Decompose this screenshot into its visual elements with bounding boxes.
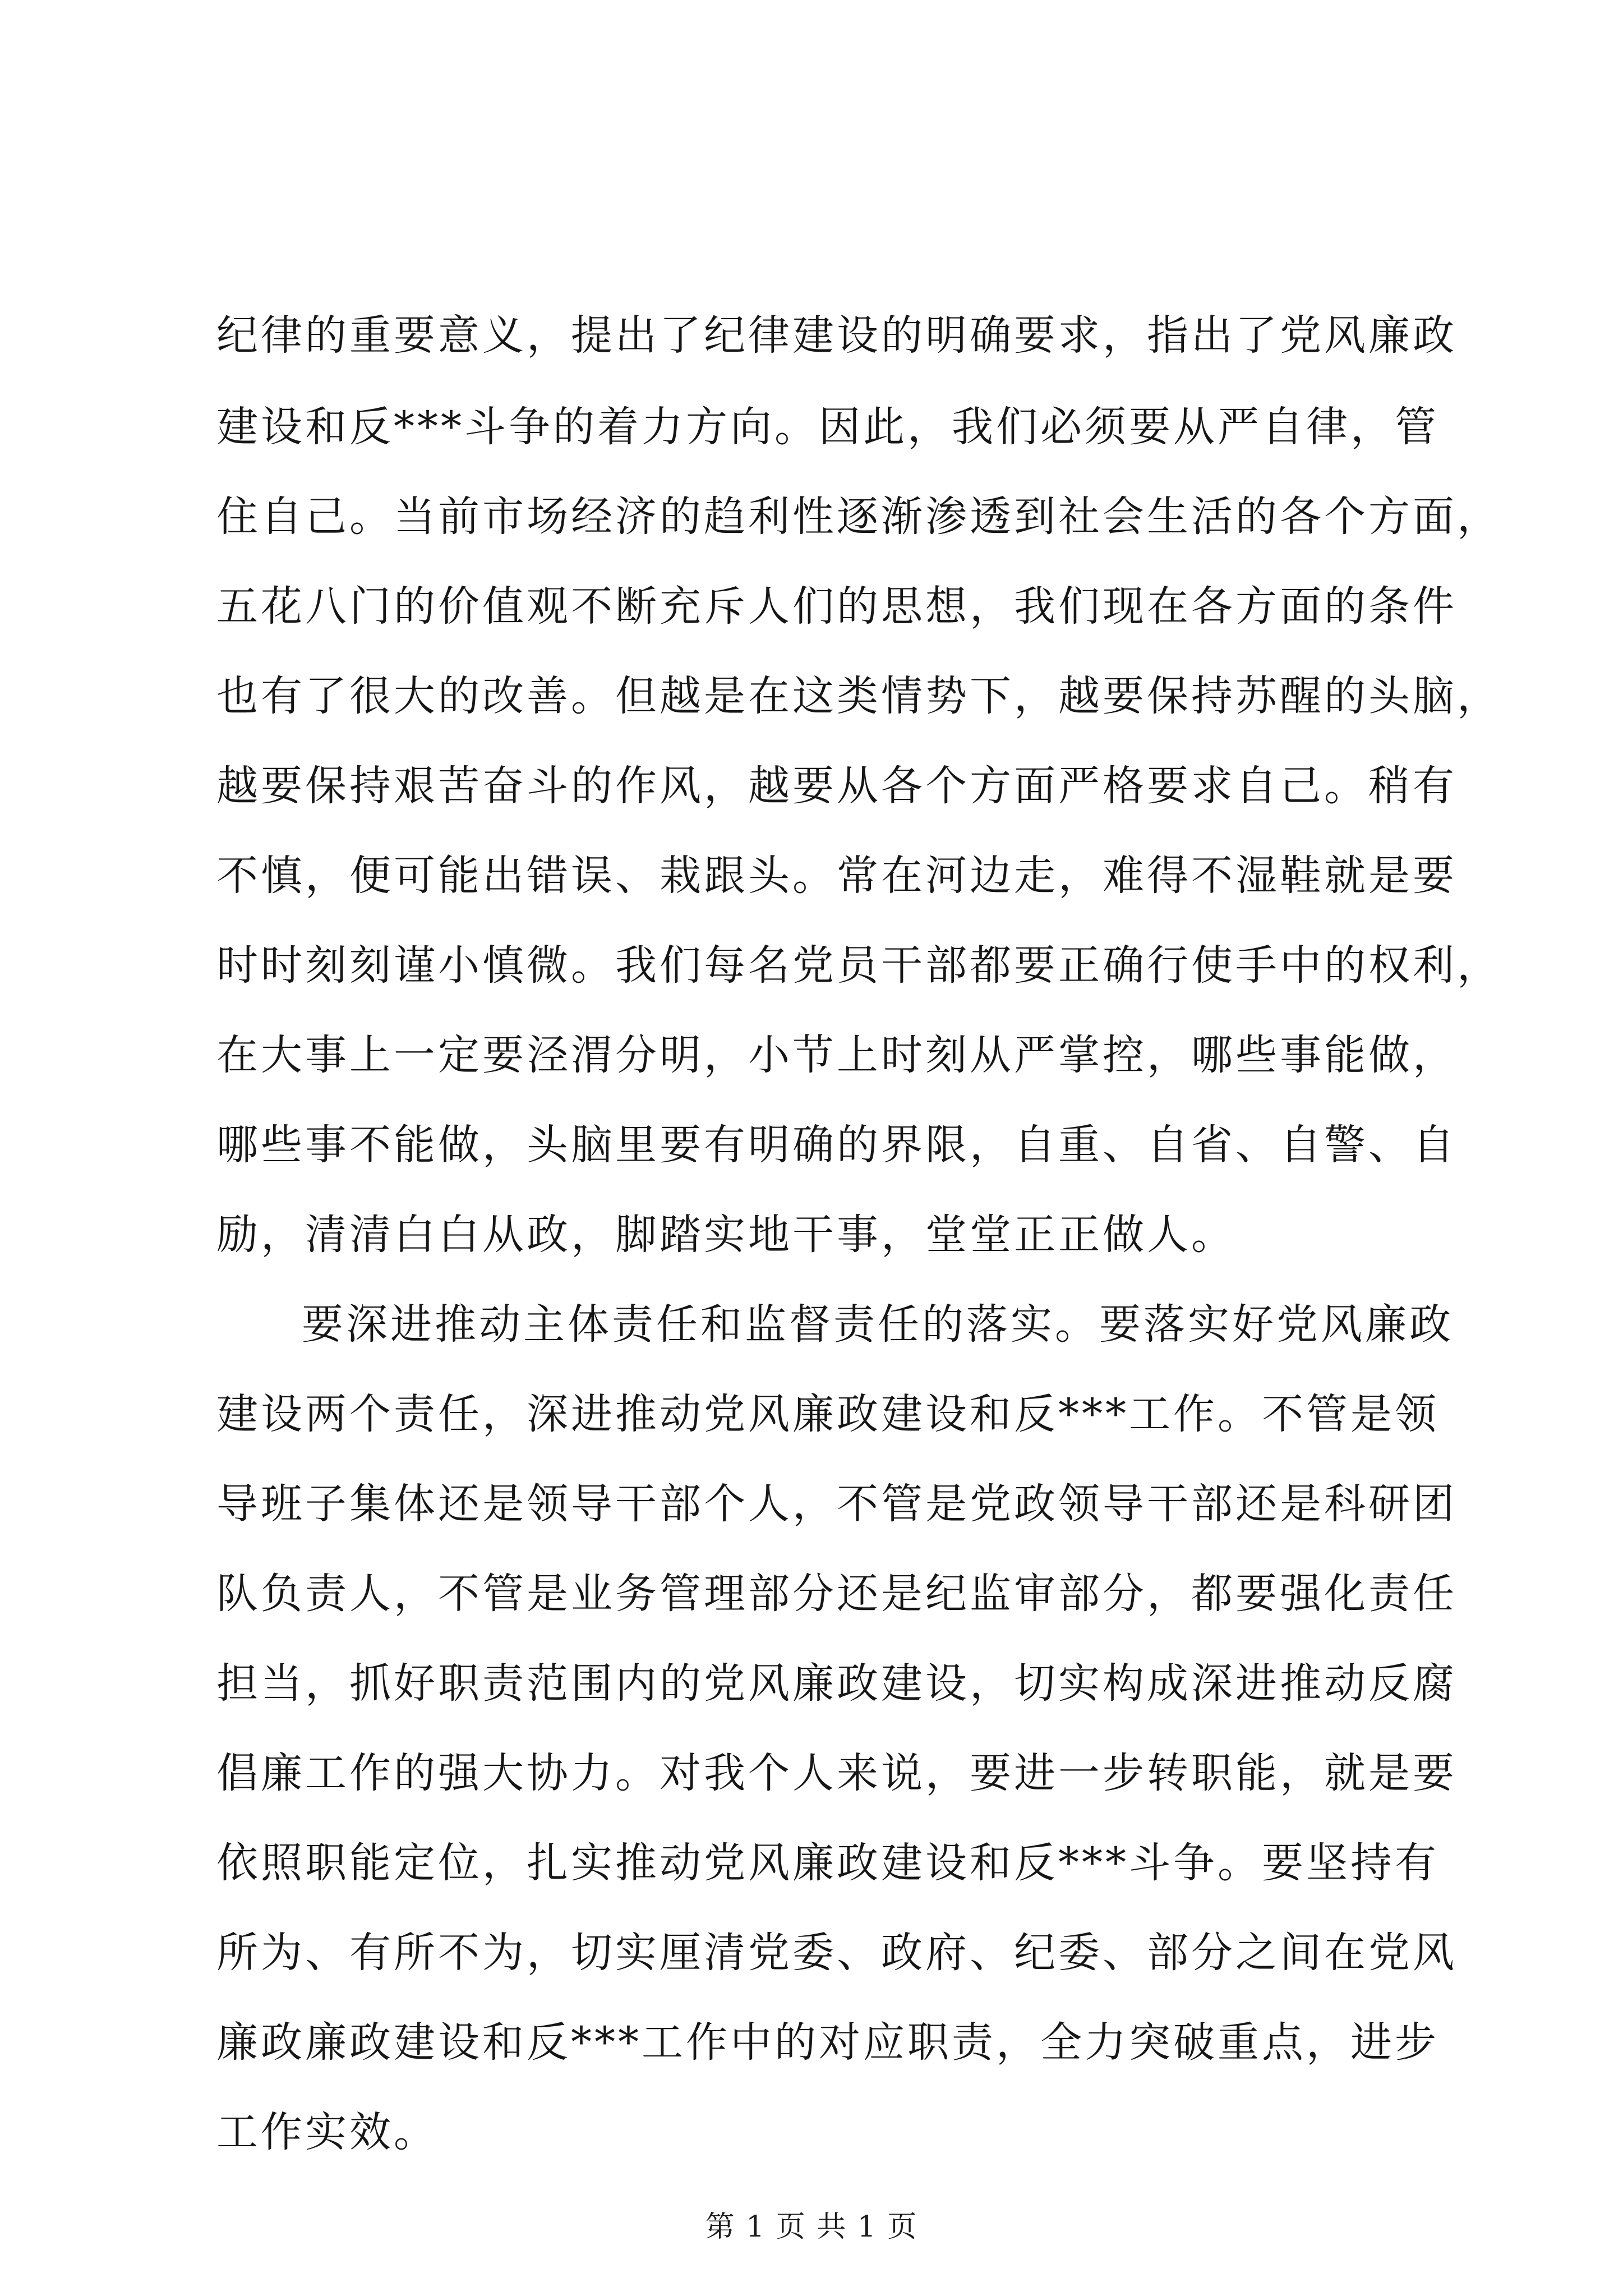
text-line: 建设和反***斗争的着力方向。因此，我们必须要从严自律，管 [216,403,1439,451]
text-line: 励，清清白白从政，脚踏实地干事，堂堂正正做人。 [216,1211,1235,1259]
text-line: 不慎，便可能出错误、栽跟头。常在河边走，难得不湿鞋就是要 [216,852,1457,900]
paragraph-first-line: 要深进推动主体责任和监督责任的落实。要落实好党风廉政 [302,1300,1454,1349]
text-line: 工作实效。 [216,2108,438,2156]
text-line: 所为、有所不为，切实厘清党委、政府、纪委、部分之间在党风 [216,1929,1457,1977]
text-line: 哪些事不能做，头脑里要有明确的界限，自重、自省、自警、自 [216,1121,1457,1169]
text-line: 建设两个责任，深进推动党风廉政建设和反***工作。不管是领 [216,1390,1439,1438]
text-line: 也有了很大的改善。但越是在这类情势下，越要保持苏醒的头脑， [216,672,1501,720]
text-line: 住自己。当前市场经济的趋利性逐渐渗透到社会生活的各个方面， [216,493,1501,541]
text-line: 队负责人，不管是业务管理部分还是纪监审部分，都要强化责任 [216,1570,1457,1618]
text-line: 在大事上一定要泾渭分明，小节上时刻从严掌控，哪些事能做， [216,1031,1457,1079]
text-line: 廉政廉政建设和反***工作中的对应职责，全力突破重点，进步 [216,2018,1439,2067]
text-line: 越要保持艰苦奋斗的作风，越要从各个方面严格要求自己。稍有 [216,762,1457,810]
text-line: 倡廉工作的强大协力。对我个人来说，要进一步转职能，就是要 [216,1749,1457,1797]
page-number-footer: 第 1 页 共 1 页 [705,2210,918,2244]
text-line: 导班子集体还是领导干部个人，不管是党政领导干部还是科研团 [216,1480,1457,1528]
text-line: 担当，抓好职责范围内的党风廉政建设，切实构成深进推动反腐 [216,1659,1457,1708]
text-line: 时时刻刻谨小慎微。我们每名党员干部都要正确行使手中的权利， [216,941,1501,990]
text-line: 五花八门的价值观不断充斥人们的思想，我们现在各方面的条件 [216,582,1457,631]
text-line: 依照职能定位，扎实推动党风廉政建设和反***斗争。要坚持有 [216,1839,1439,1887]
text-line: 纪律的重要意义，提出了纪律建设的明确要求，指出了党风廉政 [216,311,1457,360]
